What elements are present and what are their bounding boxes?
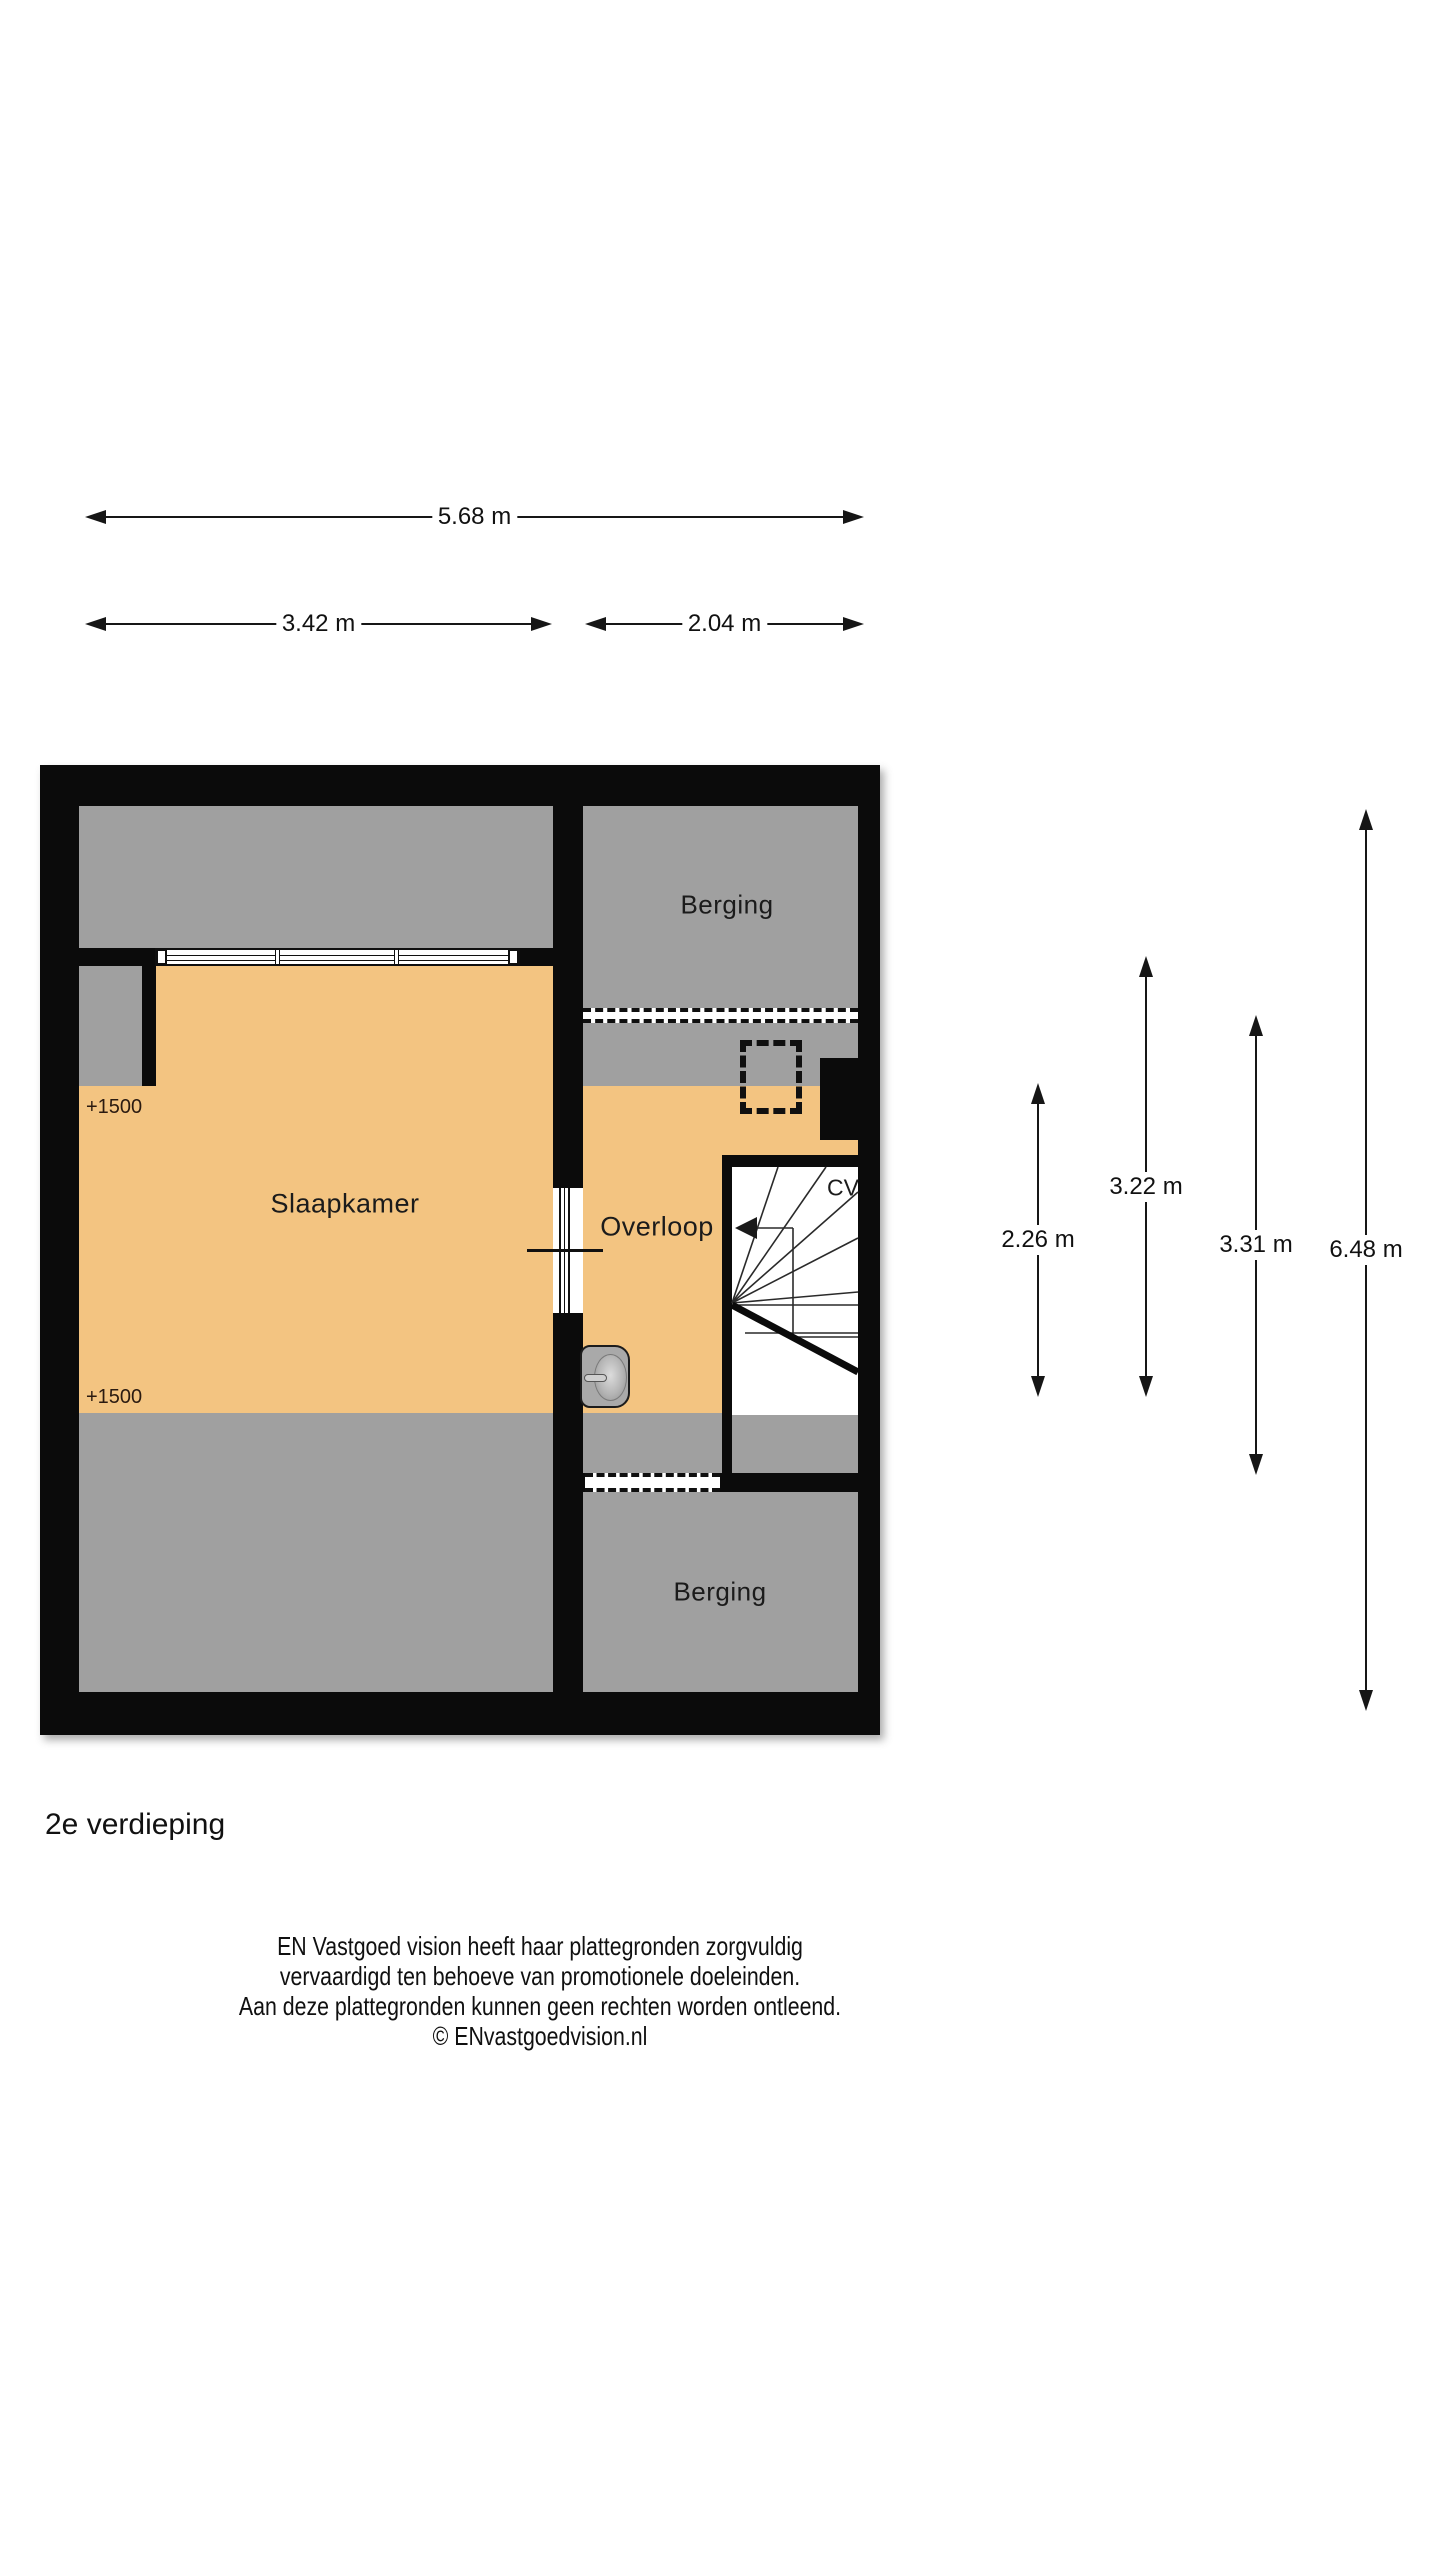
floorplan-drawing bbox=[40, 765, 880, 1735]
dimension-label: 2.04 m bbox=[682, 609, 767, 639]
dimension-label: 3.22 m bbox=[1103, 1172, 1188, 1202]
arrow-right-icon bbox=[531, 617, 552, 631]
room-label-overloop: Overloop bbox=[600, 1211, 714, 1242]
cv-boiler-label: CV bbox=[827, 1174, 859, 1201]
arrow-up-icon bbox=[1031, 1083, 1045, 1104]
dimension-height-1 bbox=[1001, 1083, 1075, 1397]
room-label-berging-top: Berging bbox=[680, 889, 774, 920]
dimension-height-2 bbox=[1109, 956, 1183, 1397]
dimension-label: 3.42 m bbox=[276, 609, 361, 639]
dimension-left-width bbox=[85, 610, 552, 637]
arrow-up-icon bbox=[1249, 1015, 1263, 1036]
dimension-total-width bbox=[85, 503, 864, 530]
dimension-label: 3.31 m bbox=[1213, 1230, 1298, 1260]
room-label-slaapkamer: Slaapkamer bbox=[270, 1188, 420, 1219]
dimension-right-width bbox=[585, 610, 864, 637]
stair-cut-line bbox=[732, 1305, 858, 1372]
dimension-height-3 bbox=[1219, 1015, 1293, 1475]
arrow-left-icon bbox=[85, 617, 106, 631]
arrow-down-icon bbox=[1359, 1690, 1373, 1711]
level-marker-bottom: +1500 bbox=[86, 1386, 143, 1408]
room-label-berging-bottom: Berging bbox=[673, 1576, 767, 1607]
arrow-left-icon bbox=[85, 510, 106, 524]
disclaimer-line: vervaardigd ten behoeve van promotionele doeleinden. bbox=[279, 1961, 801, 1991]
dimension-label: 2.26 m bbox=[995, 1225, 1080, 1255]
disclaimer-text bbox=[97, 1931, 983, 2051]
arrow-down-icon bbox=[1249, 1454, 1263, 1475]
level-marker-top: +1500 bbox=[86, 1096, 143, 1118]
arrow-left-icon bbox=[585, 617, 606, 631]
floor-title: 2e verdieping bbox=[45, 1808, 226, 1841]
arrow-up-icon bbox=[1359, 809, 1373, 830]
arrow-up-icon bbox=[1139, 956, 1153, 977]
disclaimer-line: EN Vastgoed vision heeft haar plattegronden zorgvuldig bbox=[277, 1931, 803, 1961]
dimension-height-total bbox=[1329, 809, 1403, 1711]
toilet-fixture bbox=[580, 1345, 630, 1408]
disclaimer-line: © ENvastgoedvision.nl bbox=[432, 2021, 648, 2051]
toilet-flush-handle bbox=[584, 1374, 607, 1382]
stair-direction-arrow-icon bbox=[735, 1217, 757, 1239]
disclaimer-line: Aan deze plattegronden kunnen geen rechten worden ontleend. bbox=[238, 1991, 842, 2021]
arrow-down-icon bbox=[1031, 1376, 1045, 1397]
dimension-label: 6.48 m bbox=[1323, 1235, 1408, 1265]
arrow-right-icon bbox=[843, 617, 864, 631]
arrow-right-icon bbox=[843, 510, 864, 524]
arrow-down-icon bbox=[1139, 1376, 1153, 1397]
dimension-label: 5.68 m bbox=[432, 502, 517, 532]
